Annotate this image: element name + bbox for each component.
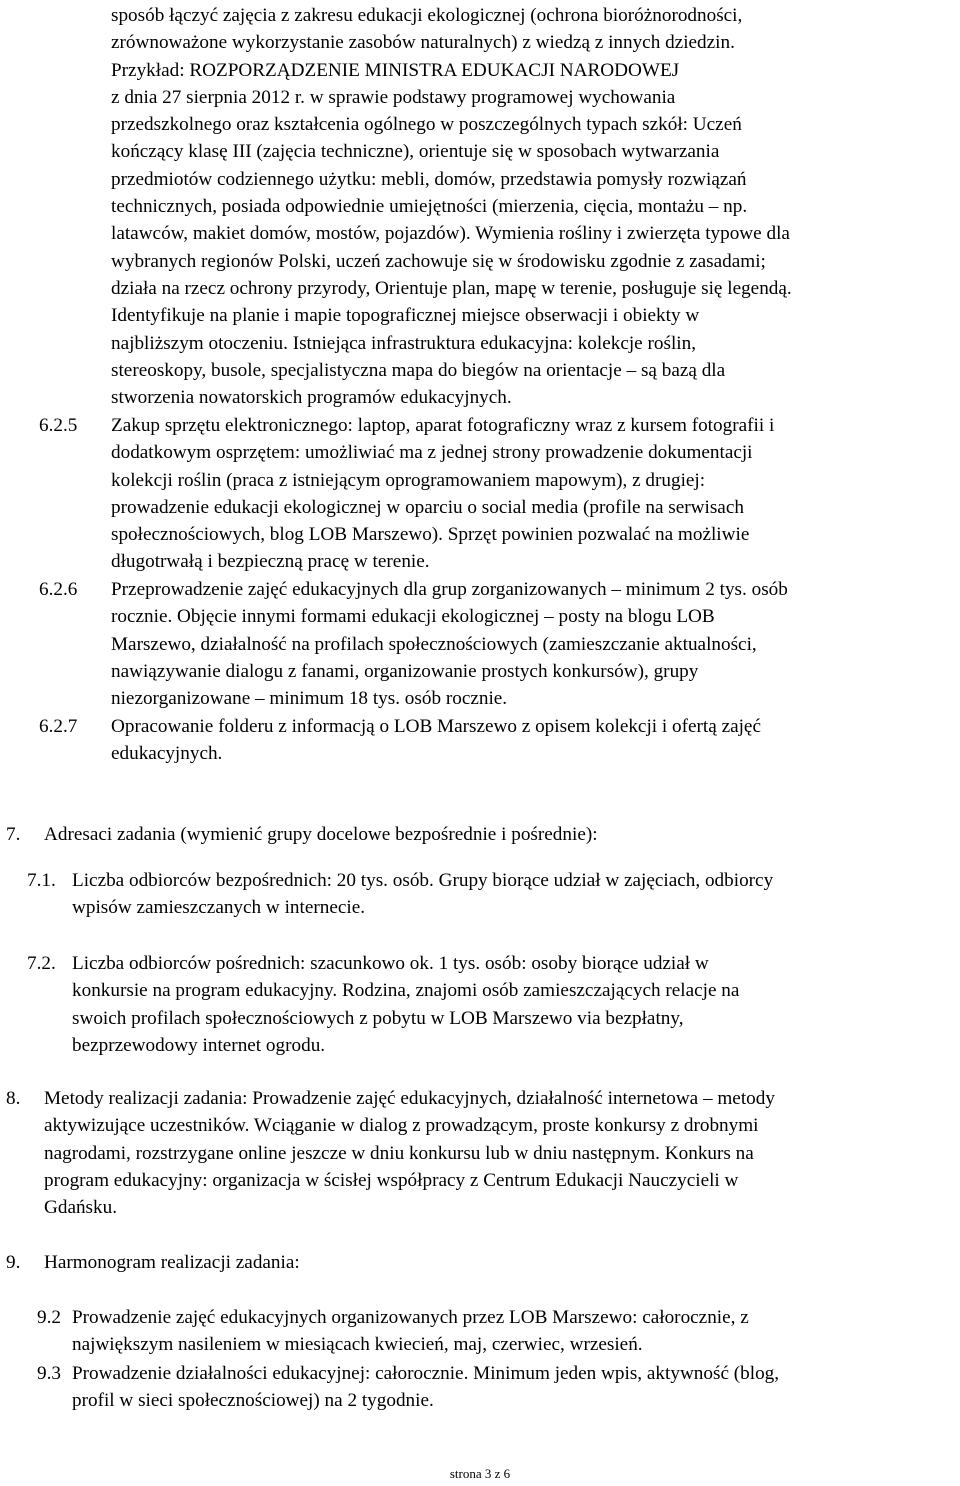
item-9-2	[72, 1304, 749, 1359]
text-line: edukacyjnych.	[111, 743, 223, 765]
text-line: Liczba odbiorców bezpośrednich: 20 tys. osób. Grupy biorące udział w zajęciach, odbiorcy	[72, 870, 774, 891]
text-line: Przeprowadzenie zajęć edukacyjnych dla grup zorganizowanych – minimum 2 tys. osób	[111, 579, 788, 600]
text-line: kończący klasę III (zajęcia techniczne), orientuje się w sposobach wytwarzania	[111, 141, 720, 163]
item-number: 7.1.	[27, 870, 56, 891]
text-line: bezprzewodowy internet ogrodu.	[72, 1034, 326, 1056]
text-line: społecznościowych, blog LOB Marszewo). Sprzęt powinien pozwalać na możliwie	[111, 524, 750, 546]
text-line: przedszkolnego oraz kształcenia ogólnego w poszczególnych typach szkół: Uczeń	[111, 114, 742, 136]
text-line: wybranych regionów Polski, uczeń zachowuje się w środowisku zgodnie z zasadami;	[111, 250, 766, 272]
text-line: stworzenia nowatorskich programów edukacyjnych.	[111, 387, 512, 409]
text-line: nawiązywanie dialogu z fanami, organizowanie prostych konkursów), grupy	[111, 660, 699, 682]
text-line: nagrodami, rozstrzygane online jeszcze w dniu konkursu lub w dniu następnym. Konkurs na	[44, 1142, 754, 1164]
section-7-heading	[44, 821, 598, 848]
text-line: wpisów zamieszczanych w internecie.	[72, 897, 366, 919]
text-line: Przykład: ROZPORZĄDZENIE MINISTRA EDUKACJI NARODOWEJ	[111, 59, 680, 81]
text-line: dodatkowym osprzętem: umożliwiać ma z jednej strony prowadzenie dokumentacji	[111, 442, 753, 464]
text-line: program edukacyjny: organizacja w ścisłej współpracy z Centrum Edukacji Nauczycieli w	[44, 1169, 739, 1191]
text-line: z dnia 27 sierpnia 2012 r. w sprawie podstawy programowej wychowania	[111, 86, 676, 108]
item-number: 6.2.6	[39, 579, 78, 600]
text-line: Prowadzenie działalności edukacyjnej: całorocznie. Minimum jeden wpis, aktywność (blog,	[72, 1363, 780, 1384]
item-7-1	[72, 867, 773, 922]
text-line: swoich profilach społecznościowych z pobytu w LOB Marszewo via bezpłatny,	[72, 1007, 684, 1029]
text-line: działa na rzecz ochrony przyrody, Orientuje plan, mapę w terenie, posługuje się legendą.	[111, 277, 792, 299]
text-line: konkursie na program edukacyjny. Rodzina, znajomi osób zamieszczających relacje na	[72, 980, 740, 1002]
text-line: sposób łączyć zajęcia z zakresu edukacji ekologicznej (ochrona bioróżnorodności,	[111, 5, 743, 26]
text-line: Zakup sprzętu elektronicznego: laptop, aparat fotograficzny wraz z kursem fotografii i	[111, 415, 775, 436]
text-line: Harmonogram realizacji zadania:	[44, 1252, 300, 1273]
text-line: Metody realizacji zadania: Prowadzenie zajęć edukacyjnych, działalność internetowa – metody	[44, 1088, 775, 1109]
text-line: kolekcji roślin (praca z istniejącym oprogramowaniem mapowym), z drugiej:	[111, 469, 706, 491]
section-number: 8.	[6, 1088, 21, 1109]
text-line: Liczba odbiorców pośrednich: szacunkowo ok. 1 tys. osób: osoby biorące udział w	[72, 953, 709, 974]
text-line: aktywizujące uczestników. Wciąganie w dialog z prowadzącym, proste konkursy z drobnymi	[44, 1115, 759, 1137]
item-9-3	[72, 1360, 779, 1415]
section-9-heading	[44, 1249, 300, 1276]
text-line: technicznych, posiada odpowiednie umiejętności (mierzenia, cięcia, montażu – np.	[111, 196, 748, 218]
item-6-2-5	[111, 412, 774, 576]
text-line: największym nasileniem w miesiącach kwiecień, maj, czerwiec, wrzesień.	[72, 1334, 643, 1356]
text-line: profil w sieci społecznościowej) na 2 tygodnie.	[72, 1390, 434, 1412]
text-line: Prowadzenie zajęć edukacyjnych organizowanych przez LOB Marszewo: całorocznie, z	[72, 1307, 749, 1328]
text-line: najbliższym otoczeniu. Istniejąca infrastruktura edukacyjna: kolekcje roślin,	[111, 332, 697, 354]
text-line: Opracowanie folderu z informacją o LOB Marszewo z opisem kolekcji i ofertą zajęć	[111, 716, 761, 737]
text-line: niezorganizowane – minimum 18 tys. osób rocznie.	[111, 688, 508, 710]
item-number: 6.2.5	[39, 415, 78, 436]
item-6-2-7	[111, 713, 761, 768]
text-line: stereoskopy, busole, specjalistyczna mapa do biegów na orientacje – są bazą dla	[111, 359, 726, 381]
item-6-2-6	[111, 576, 788, 712]
text-line: Gdańsku.	[44, 1197, 118, 1219]
page-number: strona 3 z 6	[449, 1466, 511, 1481]
item-number: 9.3	[37, 1363, 61, 1384]
item-number: 7.2.	[27, 953, 56, 974]
text-line: rocznie. Objęcie innymi formami edukacji ekologicznej – posty na blogu LOB	[111, 606, 715, 628]
text-line: prowadzenie edukacji ekologicznej w oparciu o social media (profile na serwisach	[111, 496, 744, 518]
text-line: Adresaci zadania (wymienić grupy docelowe bezpośrednie i pośrednie):	[44, 824, 598, 845]
text-line: zrównoważone wykorzystanie zasobów naturalnych) z wiedzą z innych dziedzin.	[111, 32, 735, 54]
item-number: 6.2.7	[39, 716, 78, 737]
item-number: 9.2	[37, 1307, 61, 1328]
section-8	[44, 1085, 775, 1221]
section-number: 7.	[6, 824, 21, 845]
item-7-2	[72, 950, 739, 1059]
intro-paragraph	[111, 2, 792, 411]
section-number: 9.	[6, 1252, 21, 1273]
text-line: przedmiotów codziennego użytku: mebli, domów, przedstawia pomysły rozwiązań	[111, 168, 747, 190]
text-line: Identyfikuje na planie i mapie topograficznej miejsce obserwacji i obiekty w	[111, 305, 700, 327]
text-line: długotrwałą i bezpieczną pracę w terenie.	[111, 551, 430, 573]
text-line: latawców, makiet domów, mostów, pojazdów). Wymienia rośliny i zwierzęta typowe dla	[111, 223, 790, 245]
text-line: Marszewo, działalność na profilach społecznościowych (zamieszczanie aktualności,	[111, 633, 757, 655]
